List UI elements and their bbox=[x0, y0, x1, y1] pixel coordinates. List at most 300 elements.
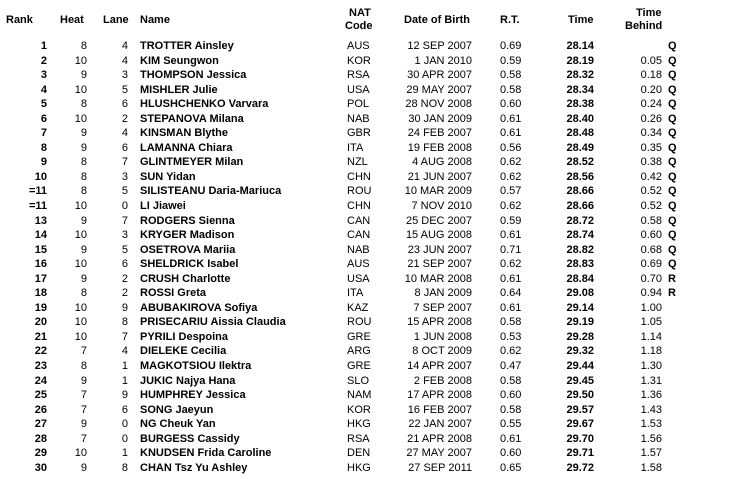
qualification-mark: Q bbox=[668, 156, 677, 169]
heat-cell: 10 bbox=[74, 112, 87, 125]
rank-cell: 21 bbox=[34, 330, 47, 343]
table-row bbox=[0, 199, 744, 214]
nat-code: KOR bbox=[347, 403, 371, 416]
athlete-name: JUKIC Najya Hana bbox=[140, 374, 236, 387]
date-of-birth: 1 JUN 2008 bbox=[413, 330, 472, 343]
nat-code: ITA bbox=[347, 287, 364, 300]
time-cell: 28.52 bbox=[566, 156, 594, 169]
table-row bbox=[0, 315, 744, 330]
athlete-name: CRUSH Charlotte bbox=[140, 272, 231, 285]
rank-cell: 10 bbox=[34, 170, 47, 183]
date-of-birth: 15 AUG 2008 bbox=[405, 229, 472, 242]
nat-code: NAB bbox=[347, 243, 370, 256]
athlete-name: ABUBAKIROVA Sofiya bbox=[140, 301, 258, 314]
athlete-name: RODGERS Sienna bbox=[140, 214, 235, 227]
qualification-mark: Q bbox=[668, 54, 677, 67]
nat-code: GRE bbox=[347, 330, 371, 343]
athlete-name: GLINTMEYER Milan bbox=[140, 156, 244, 169]
table-row bbox=[0, 272, 744, 287]
results-table-body bbox=[0, 39, 744, 475]
lane-cell: 6 bbox=[121, 258, 128, 271]
nat-code: GRE bbox=[347, 360, 371, 373]
heat-cell: 10 bbox=[74, 447, 87, 460]
qualification-mark: R bbox=[668, 287, 676, 300]
rank-cell: 4 bbox=[40, 83, 47, 96]
athlete-name: LI Jiawei bbox=[140, 200, 186, 213]
lane-header: Lane bbox=[103, 14, 129, 26]
time-behind: 1.58 bbox=[640, 461, 662, 474]
time-cell: 28.82 bbox=[566, 243, 594, 256]
qualification-mark: Q bbox=[668, 258, 677, 271]
date-of-birth: 17 APR 2008 bbox=[407, 389, 472, 402]
heat-cell: 9 bbox=[80, 69, 87, 82]
table-row bbox=[0, 39, 744, 54]
date-of-birth: 29 MAY 2007 bbox=[406, 83, 472, 96]
lane-cell: 4 bbox=[121, 54, 128, 67]
athlete-name: TROTTER Ainsley bbox=[140, 40, 234, 52]
qualification-mark: Q bbox=[668, 170, 677, 183]
table-row bbox=[0, 54, 744, 69]
lane-cell: 0 bbox=[121, 200, 128, 213]
rank-cell: 6 bbox=[40, 112, 47, 125]
nat-code: AUS bbox=[347, 258, 370, 271]
time-behind: 1.30 bbox=[640, 360, 662, 373]
heat-cell: 9 bbox=[80, 127, 87, 140]
lane-cell: 6 bbox=[121, 141, 128, 154]
table-row bbox=[0, 170, 744, 185]
time-cell: 29.67 bbox=[566, 418, 594, 431]
dob-header: Date of Birth bbox=[404, 14, 470, 26]
date-of-birth: 21 SEP 2007 bbox=[407, 258, 472, 271]
reaction-time: 0.58 bbox=[500, 403, 522, 416]
time-behind: 1.43 bbox=[640, 403, 662, 416]
reaction-time: 0.56 bbox=[500, 141, 522, 154]
qualification-mark: Q bbox=[668, 243, 677, 256]
athlete-name: MISHLER Julie bbox=[140, 83, 218, 96]
rank-cell: 29 bbox=[34, 447, 47, 460]
table-row bbox=[0, 83, 744, 98]
heat-cell: 10 bbox=[74, 83, 87, 96]
date-of-birth: 30 APR 2007 bbox=[407, 69, 472, 82]
time-behind: 0.26 bbox=[640, 112, 662, 125]
rank-cell: 3 bbox=[40, 69, 47, 82]
time-behind: 0.35 bbox=[640, 141, 662, 154]
date-of-birth: 12 SEP 2007 bbox=[407, 40, 472, 52]
heat-cell: 8 bbox=[80, 185, 87, 198]
date-of-birth: 28 NOV 2008 bbox=[405, 98, 472, 111]
nat-code: KAZ bbox=[347, 301, 369, 314]
table-row bbox=[0, 374, 744, 389]
time-cell: 28.34 bbox=[566, 83, 594, 96]
rank-cell: 8 bbox=[40, 141, 47, 154]
nat-code: NZL bbox=[347, 156, 368, 169]
nat-header-line2: Code bbox=[345, 20, 373, 32]
date-of-birth: 7 SEP 2007 bbox=[413, 301, 472, 314]
nat-code: SLO bbox=[347, 374, 370, 387]
heat-cell: 9 bbox=[80, 141, 87, 154]
lane-cell: 5 bbox=[121, 185, 128, 198]
time-cell: 29.50 bbox=[566, 389, 594, 402]
heat-cell: 9 bbox=[80, 461, 87, 474]
nat-code: CHN bbox=[347, 170, 371, 183]
time-cell: 29.72 bbox=[566, 461, 594, 474]
nat-code: AUS bbox=[347, 40, 370, 52]
table-row bbox=[0, 112, 744, 127]
date-of-birth: 27 MAY 2007 bbox=[406, 447, 472, 460]
time-cell: 28.19 bbox=[566, 54, 594, 67]
nat-code: USA bbox=[347, 272, 370, 285]
reaction-time: 0.59 bbox=[500, 214, 522, 227]
lane-cell: 7 bbox=[121, 214, 128, 227]
table-row bbox=[0, 461, 744, 476]
date-of-birth: 30 JAN 2009 bbox=[408, 112, 472, 125]
athlete-name: KIM Seungwon bbox=[140, 54, 219, 67]
rank-cell: 7 bbox=[40, 127, 47, 140]
lane-cell: 5 bbox=[121, 83, 128, 96]
date-of-birth: 27 SEP 2011 bbox=[408, 461, 472, 474]
time-behind: 0.70 bbox=[640, 272, 662, 285]
rank-cell: 5 bbox=[40, 98, 47, 111]
date-of-birth: 24 FEB 2007 bbox=[407, 127, 472, 140]
time-cell: 28.66 bbox=[566, 185, 594, 198]
nat-code: RSA bbox=[347, 432, 370, 445]
heat-cell: 8 bbox=[80, 360, 87, 373]
time-behind: 1.53 bbox=[640, 418, 662, 431]
date-of-birth: 21 APR 2008 bbox=[407, 432, 472, 445]
athlete-name: HUMPHREY Jessica bbox=[140, 389, 246, 402]
lane-cell: 5 bbox=[121, 243, 128, 256]
time-cell: 29.14 bbox=[566, 301, 594, 314]
time-cell: 29.70 bbox=[566, 432, 594, 445]
nat-header-line1: NAT bbox=[349, 7, 371, 19]
nat-code: ARG bbox=[347, 345, 371, 358]
time-cell: 28.83 bbox=[566, 258, 594, 271]
rank-cell: 22 bbox=[34, 345, 47, 358]
rank-cell: 16 bbox=[34, 258, 47, 271]
time-behind: 0.05 bbox=[640, 54, 662, 67]
time-cell: 28.32 bbox=[566, 69, 594, 82]
nat-code: CHN bbox=[347, 200, 371, 213]
time-behind: 0.94 bbox=[640, 287, 662, 300]
table-row bbox=[0, 243, 744, 258]
reaction-time: 0.62 bbox=[500, 200, 522, 213]
reaction-time: 0.62 bbox=[500, 345, 522, 358]
table-row bbox=[0, 344, 744, 359]
reaction-time: 0.60 bbox=[500, 447, 522, 460]
reaction-time: 0.62 bbox=[500, 156, 522, 169]
qualification-mark: Q bbox=[668, 127, 677, 140]
lane-cell: 4 bbox=[121, 127, 128, 140]
rt-header: R.T. bbox=[500, 14, 520, 26]
date-of-birth: 25 DEC 2007 bbox=[405, 214, 472, 227]
qualification-mark: Q bbox=[668, 141, 677, 154]
time-cell: 28.56 bbox=[566, 170, 594, 183]
rank-cell: =11 bbox=[28, 185, 47, 198]
reaction-time: 0.62 bbox=[500, 170, 522, 183]
time-behind: 0.34 bbox=[640, 127, 662, 140]
reaction-time: 0.61 bbox=[500, 127, 522, 140]
time-behind: 1.31 bbox=[640, 374, 662, 387]
heat-cell: 7 bbox=[80, 345, 87, 358]
lane-cell: 2 bbox=[121, 287, 128, 300]
rank-cell: 9 bbox=[40, 156, 47, 169]
lane-cell: 8 bbox=[121, 461, 128, 474]
rank-cell: 18 bbox=[34, 287, 47, 300]
athlete-name: LAMANNA Chiara bbox=[140, 141, 233, 154]
nat-code: CAN bbox=[347, 214, 371, 227]
time-behind: 1.05 bbox=[640, 316, 662, 329]
date-of-birth: 15 APR 2008 bbox=[407, 316, 472, 329]
reaction-time: 0.61 bbox=[500, 432, 522, 445]
rank-cell: 13 bbox=[34, 214, 47, 227]
time-cell: 28.74 bbox=[566, 229, 594, 242]
athlete-name: KRYGER Madison bbox=[140, 229, 235, 242]
behind-header-line2: Behind bbox=[625, 20, 663, 32]
nat-code: KOR bbox=[347, 54, 371, 67]
nat-code: GBR bbox=[347, 127, 371, 140]
heat-cell: 9 bbox=[80, 418, 87, 431]
lane-cell: 3 bbox=[121, 170, 128, 183]
reaction-time: 0.55 bbox=[500, 418, 522, 431]
lane-cell: 6 bbox=[121, 403, 128, 416]
reaction-time: 0.65 bbox=[500, 461, 522, 474]
rank-header: Rank bbox=[6, 14, 33, 26]
athlete-name: SILISTEANU Daria-Mariuca bbox=[140, 185, 282, 198]
rank-cell: 2 bbox=[40, 54, 47, 67]
time-cell: 28.84 bbox=[566, 272, 594, 285]
heat-cell: 8 bbox=[80, 40, 87, 52]
heat-cell: 9 bbox=[80, 272, 87, 285]
time-cell: 29.19 bbox=[566, 316, 594, 329]
heat-cell: 10 bbox=[74, 301, 87, 314]
athlete-name: SHELDRICK Isabel bbox=[140, 258, 239, 271]
lane-cell: 2 bbox=[121, 112, 128, 125]
time-cell: 29.28 bbox=[566, 330, 594, 343]
athlete-name: HLUSHCHENKO Varvara bbox=[140, 98, 269, 111]
table-row bbox=[0, 141, 744, 156]
nat-code: NAB bbox=[347, 112, 370, 125]
time-behind: 1.36 bbox=[640, 389, 662, 402]
lane-cell: 1 bbox=[121, 374, 128, 387]
lane-cell: 1 bbox=[121, 360, 128, 373]
heat-cell: 8 bbox=[80, 156, 87, 169]
heat-cell: 10 bbox=[74, 258, 87, 271]
time-behind: 0.52 bbox=[640, 185, 662, 198]
date-of-birth: 8 JAN 2009 bbox=[414, 287, 472, 300]
table-row bbox=[0, 301, 744, 316]
rank-cell: 20 bbox=[34, 316, 47, 329]
reaction-time: 0.53 bbox=[500, 330, 522, 343]
rank-cell: 15 bbox=[34, 243, 47, 256]
date-of-birth: 19 FEB 2008 bbox=[407, 141, 472, 154]
athlete-name: KNUDSEN Frida Caroline bbox=[140, 447, 272, 460]
table-row bbox=[0, 388, 744, 403]
table-row bbox=[0, 126, 744, 141]
reaction-time: 0.71 bbox=[500, 243, 522, 256]
time-behind: 1.18 bbox=[640, 345, 662, 358]
time-cell: 28.72 bbox=[566, 214, 594, 227]
time-cell: 29.44 bbox=[566, 360, 594, 373]
time-cell: 28.66 bbox=[566, 200, 594, 213]
lane-cell: 3 bbox=[121, 69, 128, 82]
lane-cell: 7 bbox=[121, 156, 128, 169]
qualification-mark: Q bbox=[668, 185, 677, 198]
date-of-birth: 10 MAR 2008 bbox=[404, 272, 472, 285]
qualification-mark: R bbox=[668, 272, 676, 285]
nat-code: RSA bbox=[347, 69, 370, 82]
date-of-birth: 14 APR 2007 bbox=[407, 360, 472, 373]
rank-cell: =11 bbox=[28, 200, 47, 213]
qualification-mark: Q bbox=[668, 200, 677, 213]
reaction-time: 0.58 bbox=[500, 316, 522, 329]
date-of-birth: 22 JAN 2007 bbox=[408, 418, 472, 431]
nat-code: ITA bbox=[347, 141, 364, 154]
date-of-birth: 10 MAR 2009 bbox=[404, 185, 472, 198]
reaction-time: 0.61 bbox=[500, 229, 522, 242]
table-row bbox=[0, 214, 744, 229]
heat-cell: 8 bbox=[80, 287, 87, 300]
lane-cell: 2 bbox=[121, 272, 128, 285]
qualification-mark: Q bbox=[668, 214, 677, 227]
lane-cell: 3 bbox=[121, 229, 128, 242]
time-header: Time bbox=[568, 14, 594, 26]
time-behind: 1.56 bbox=[640, 432, 662, 445]
time-cell: 28.38 bbox=[566, 98, 594, 111]
date-of-birth: 4 AUG 2008 bbox=[412, 156, 472, 169]
heat-cell: 10 bbox=[74, 229, 87, 242]
heat-cell: 10 bbox=[74, 54, 87, 67]
nat-code: CAN bbox=[347, 229, 371, 242]
heat-cell: 8 bbox=[80, 98, 87, 111]
reaction-time: 0.69 bbox=[500, 40, 522, 52]
nat-code: DEN bbox=[347, 447, 371, 460]
time-behind: 1.00 bbox=[640, 301, 662, 314]
reaction-time: 0.61 bbox=[500, 112, 522, 125]
lane-cell: 9 bbox=[121, 301, 128, 314]
table-row bbox=[0, 359, 744, 374]
heat-cell: 9 bbox=[80, 243, 87, 256]
time-behind: 0.18 bbox=[640, 69, 662, 82]
nat-code: HKG bbox=[347, 461, 371, 474]
athlete-name: STEPANOVA Milana bbox=[140, 112, 244, 125]
table-row bbox=[0, 330, 744, 345]
heat-cell: 7 bbox=[80, 389, 87, 402]
nat-code: ROU bbox=[347, 316, 372, 329]
heat-cell: 8 bbox=[80, 170, 87, 183]
behind-header-line1: Time bbox=[636, 7, 662, 19]
qualification-mark: Q bbox=[668, 98, 677, 111]
reaction-time: 0.58 bbox=[500, 83, 522, 96]
table-row bbox=[0, 184, 744, 199]
reaction-time: 0.59 bbox=[500, 54, 522, 67]
name-header: Name bbox=[140, 14, 170, 26]
reaction-time: 0.60 bbox=[500, 389, 522, 402]
athlete-name: DIELEKE Cecilia bbox=[140, 345, 227, 358]
lane-cell: 1 bbox=[121, 447, 128, 460]
lane-cell: 4 bbox=[121, 345, 128, 358]
nat-code: POL bbox=[347, 98, 370, 111]
time-cell: 29.45 bbox=[566, 374, 594, 387]
athlete-name: THOMPSON Jessica bbox=[140, 69, 247, 82]
rank-cell: 26 bbox=[34, 403, 47, 416]
rank-cell: 27 bbox=[34, 418, 47, 431]
date-of-birth: 8 OCT 2009 bbox=[412, 345, 472, 358]
time-cell: 29.57 bbox=[566, 403, 594, 416]
reaction-time: 0.61 bbox=[500, 301, 522, 314]
heat-cell: 10 bbox=[74, 330, 87, 343]
athlete-name: ROSSI Greta bbox=[140, 287, 207, 300]
time-behind: 1.14 bbox=[640, 330, 662, 343]
reaction-time: 0.60 bbox=[500, 98, 522, 111]
date-of-birth: 23 JUN 2007 bbox=[407, 243, 472, 256]
lane-cell: 7 bbox=[121, 330, 128, 343]
results-table-header bbox=[0, 0, 744, 36]
table-row bbox=[0, 286, 744, 301]
time-cell: 29.08 bbox=[566, 287, 594, 300]
rank-cell: 30 bbox=[34, 461, 47, 474]
time-behind: 0.60 bbox=[640, 229, 662, 242]
table-row bbox=[0, 446, 744, 461]
table-row bbox=[0, 68, 744, 83]
athlete-name: MAGKOTSIOU Ilektra bbox=[140, 360, 252, 373]
heat-cell: 10 bbox=[74, 316, 87, 329]
date-of-birth: 16 FEB 2007 bbox=[407, 403, 472, 416]
reaction-time: 0.61 bbox=[500, 272, 522, 285]
time-behind: 0.20 bbox=[640, 83, 662, 96]
table-row bbox=[0, 432, 744, 447]
nat-code: HKG bbox=[347, 418, 371, 431]
rank-cell: 24 bbox=[34, 374, 47, 387]
rank-cell: 25 bbox=[34, 389, 47, 402]
athlete-name: SUN Yidan bbox=[140, 170, 196, 183]
lane-cell: 4 bbox=[121, 40, 128, 52]
table-row bbox=[0, 155, 744, 170]
reaction-time: 0.58 bbox=[500, 374, 522, 387]
rank-cell: 1 bbox=[40, 40, 47, 52]
heat-cell: 7 bbox=[80, 432, 87, 445]
reaction-time: 0.58 bbox=[500, 69, 522, 82]
lane-cell: 6 bbox=[121, 98, 128, 111]
athlete-name: NG Cheuk Yan bbox=[140, 418, 216, 431]
time-cell: 29.32 bbox=[566, 345, 594, 358]
time-behind: 0.68 bbox=[640, 243, 662, 256]
qualification-mark: Q bbox=[668, 69, 677, 82]
rank-cell: 23 bbox=[34, 360, 47, 373]
heat-cell: 10 bbox=[74, 200, 87, 213]
table-row bbox=[0, 97, 744, 112]
reaction-time: 0.47 bbox=[500, 360, 522, 373]
heat-cell: 9 bbox=[80, 214, 87, 227]
heat-header: Heat bbox=[60, 14, 84, 26]
athlete-name: PYRILI Despoina bbox=[140, 330, 229, 343]
rank-cell: 19 bbox=[34, 301, 47, 314]
reaction-time: 0.62 bbox=[500, 258, 522, 271]
table-row bbox=[0, 228, 744, 243]
time-behind: 0.58 bbox=[640, 214, 662, 227]
date-of-birth: 1 JAN 2010 bbox=[414, 54, 472, 67]
time-behind: 0.69 bbox=[640, 258, 662, 271]
time-cell: 29.71 bbox=[566, 447, 594, 460]
date-of-birth: 2 FEB 2008 bbox=[413, 374, 472, 387]
lane-cell: 8 bbox=[121, 316, 128, 329]
rank-cell: 14 bbox=[34, 229, 47, 242]
athlete-name: OSETROVA Mariia bbox=[140, 243, 236, 256]
heat-cell: 9 bbox=[80, 374, 87, 387]
time-behind: 1.57 bbox=[640, 447, 662, 460]
date-of-birth: 21 JUN 2007 bbox=[407, 170, 472, 183]
athlete-name: PRISECARIU Aissia Claudia bbox=[140, 316, 286, 329]
athlete-name: SONG Jaeyun bbox=[140, 403, 214, 416]
